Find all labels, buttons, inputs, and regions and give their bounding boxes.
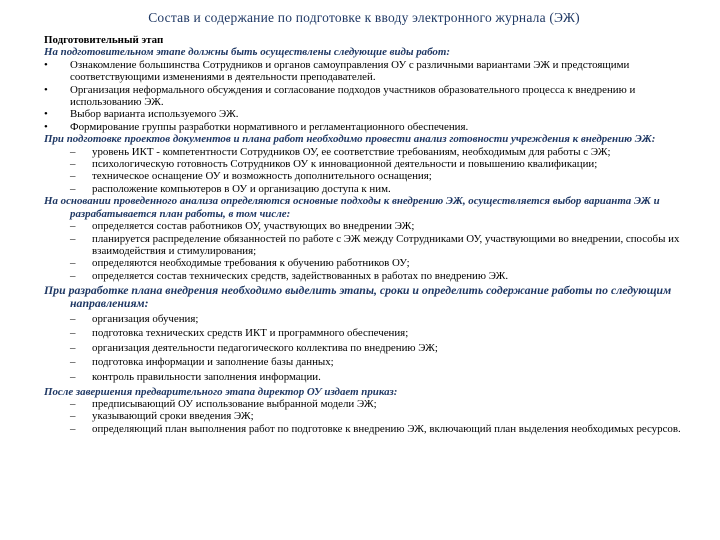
list-item: – техническое оснащение ОУ и возможность дополнительного оснащения; [70, 170, 432, 183]
list-item: – определяется состав работников ОУ, участвующих во внедрении ЭЖ; [70, 220, 415, 233]
dash-marker: – [70, 327, 76, 340]
dash-marker: – [70, 370, 76, 383]
list-item: – организация обучения; [70, 312, 199, 325]
list-item: – указывающий сроки введения ЭЖ; [70, 410, 254, 423]
dash-marker: – [70, 145, 76, 158]
bullet-marker: • [44, 120, 48, 133]
document-body [44, 34, 684, 435]
dash-marker: – [70, 232, 76, 245]
stage-heading: Подготовительный этап [44, 34, 164, 46]
bullet-marker: • [44, 108, 48, 121]
list-item: – планируется распределение обязанностей по работе с ЭЖ между Сотрудниками ОУ, участвующими во внедрении, способы их взаимодействия и стимулирования; [70, 232, 680, 257]
dash-marker: – [70, 410, 76, 423]
list-item: – уровень ИКТ - компетентности Сотрудников ОУ, ее соответствие требованиям, необходимым для работы с ЭЖ; [70, 145, 611, 158]
bullet-marker: • [44, 58, 48, 71]
dash-marker: – [70, 341, 76, 354]
list-item: – определяется состав технических средств, задействованных в работах по внедрению ЭЖ. [70, 269, 509, 282]
list-item: – контроль правильности заполнения информации. [70, 370, 321, 383]
list-item: – расположение компьютеров в ОУ и организацию доступа к ним. [70, 182, 391, 195]
dash-marker: – [70, 170, 76, 183]
section-1-lead: На подготовительном этапе должны быть осуществлены следующие виды работ: [44, 46, 450, 59]
dash-marker: – [70, 269, 76, 282]
list-item: – подготовка информации и заполнение базы данных; [70, 356, 334, 369]
dash-marker: – [70, 220, 76, 233]
section-4-lead: При разработке плана внедрения необходимо выделить этапы, сроки и определить содержание работы по следующим направлениям: [44, 283, 672, 311]
dash-marker: – [70, 158, 76, 171]
list-item: – предписывающий ОУ использование выбранной модели ЭЖ; [70, 397, 377, 410]
list-item: • Выбор варианта используемого ЭЖ. [44, 108, 239, 121]
section-5-lead: После завершения предварительного этапа директор ОУ издает приказ: [44, 385, 398, 398]
list-item: • Формирование группы разработки нормативного и регламентационного обеспечения. [44, 120, 469, 133]
list-item: • Организация неформального обсуждения и согласование подходов участников образовательного процесса к внедрению и использованию ЭЖ. [44, 83, 636, 109]
list-item: • Ознакомление большинства Сотрудников и органов самоуправления ОУ с различными вариантами ЭЖ и предстоящими соответствующими изменениями в деятельности преподавателей. [44, 58, 630, 84]
dash-marker: – [70, 182, 76, 195]
list-item: – психологическую готовность Сотрудников ОУ к инновационной деятельности и повышению квалификации; [70, 158, 598, 171]
dash-marker: – [70, 356, 76, 369]
slide-title: Состав и содержание по подготовке к вводу электронного журнала (ЭЖ) [148, 10, 580, 25]
list-item: – организация деятельности педагогического коллектива по внедрению ЭЖ; [70, 341, 438, 354]
dash-marker: – [70, 397, 76, 410]
section-3-lead: На основании проведенного анализа определяются основные подходы к внедрению ЭЖ, осуществляется выбор варианта ЭЖ и разрабатывается план работы, в том числе: [44, 195, 660, 220]
bullet-marker: • [44, 83, 48, 96]
dash-marker: – [70, 312, 76, 325]
dash-marker: – [70, 422, 76, 435]
section-2-lead: При подготовке проектов документов и плана работ необходимо провести анализ готовности учреждения к внедрению ЭЖ: [44, 133, 656, 146]
list-item: – определяются необходимые требования к обучению работников ОУ; [70, 257, 410, 270]
list-item: – подготовка технических средств ИКТ и программного обеспечения; [70, 327, 409, 340]
list-item: – определяющий план выполнения работ по подготовке к внедрению ЭЖ, включающий план выделения необходимых ресурсов. [70, 422, 681, 435]
dash-marker: – [70, 257, 76, 270]
